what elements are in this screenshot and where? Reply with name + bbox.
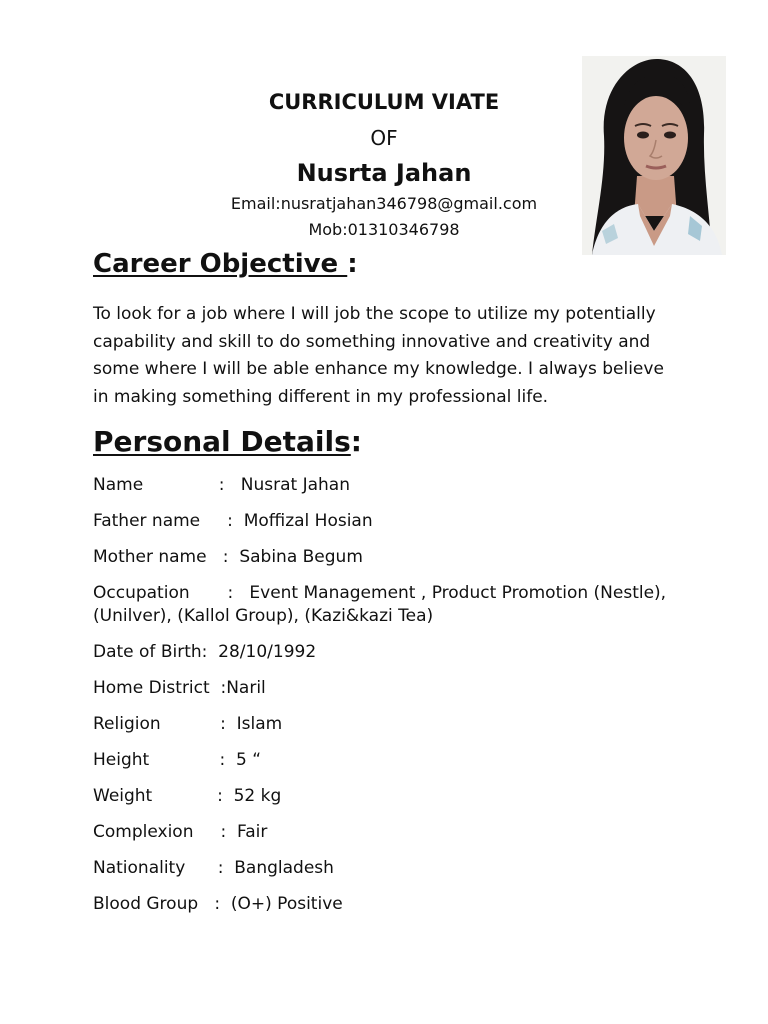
profile-photo [582,56,726,255]
detail-row-mother-name: Mother name : Sabina Begum [93,547,363,567]
career-objective-colon: : [347,249,358,279]
detail-row-date-of-birth: Date of Birth: 28/10/1992 [93,642,317,662]
candidate-name: Nusrta Jahan [296,159,472,187]
detail-row-religion: Religion : Islam [93,714,283,734]
detail-row-blood-group: Blood Group : (O+) Positive [93,894,343,914]
detail-row-nationality: Nationality : Bangladesh [93,858,334,878]
detail-row-height: Height : 5 “ [93,750,262,770]
portrait-image [582,56,726,255]
detail-row-weight: Weight : 52 kg [93,786,282,806]
detail-row-home-district: Home District :Naril [93,678,266,698]
career-objective-heading [93,249,358,279]
email-line: Email:nusratjahan346798@gmail.com [230,194,538,213]
detail-row-name: Name : Nusrat Jahan [93,475,350,495]
career-objective-heading-text: Career Objective [93,249,348,279]
detail-row-father-name: Father name : Moffizal Hosian [93,511,373,531]
detail-row-occupation: Occupation : Event Management , Product Promotion (Nestle), (Unilver), (Kallol Group), (Kazi&kazi Tea) [93,583,667,626]
mobile-line: Mob:01310346798 [308,220,460,239]
personal-details-colon: : [350,425,362,458]
detail-row-complexion: Complexion : Fair [93,822,268,842]
career-objective-text: To look for a job where I will job the scope to utilize my potentially capability and skill to do something innovative and creativity and some where I will be able enhance my knowledge. I always believe in making something different in my professional life. [93,304,664,407]
personal-details-heading [93,425,362,458]
document-title: CURRICULUM VIATE [268,90,500,114]
document-of: OF [370,126,398,150]
personal-details-heading-text: Personal Details [93,425,351,458]
